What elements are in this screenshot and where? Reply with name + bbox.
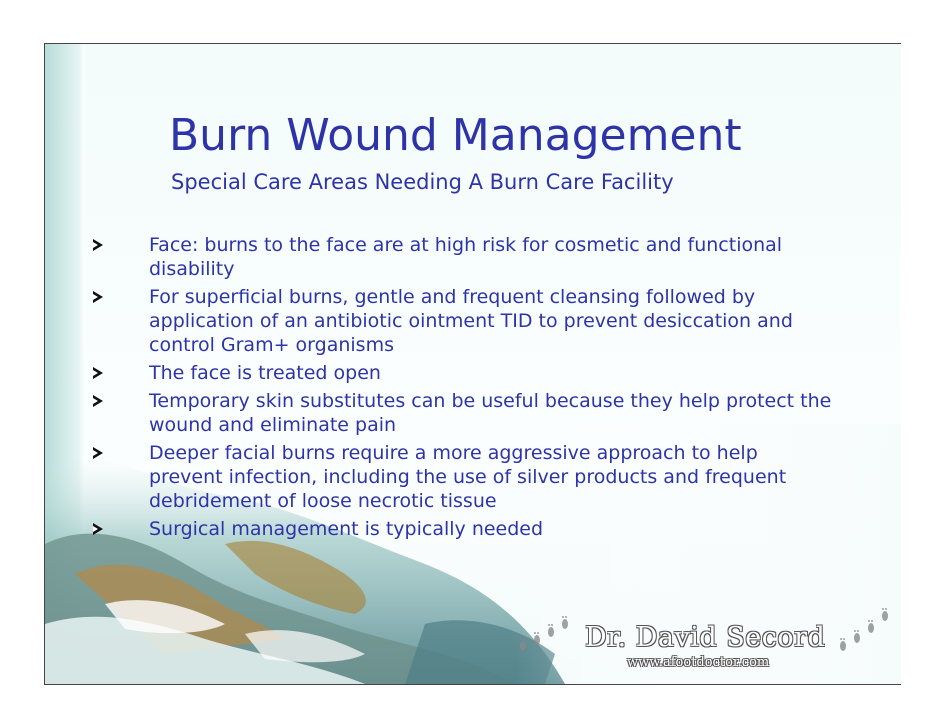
slide-title: Burn Wound Management bbox=[169, 110, 742, 161]
bullet-list bbox=[93, 233, 833, 545]
slide bbox=[44, 43, 901, 685]
arrow-bullet-icon bbox=[93, 395, 103, 407]
bullet-item bbox=[93, 233, 833, 281]
bullet-text: Surgical management is typically needed bbox=[149, 518, 544, 540]
brand-logo: Dr. David Secord bbox=[585, 622, 826, 653]
slide-subtitle: Special Care Areas Needing A Burn Care Facility bbox=[171, 170, 674, 194]
bullet-text: Temporary skin substitutes can be useful because they help protect the wound and eliminate pain bbox=[149, 390, 832, 436]
arrow-bullet-icon bbox=[93, 523, 103, 535]
bullet-item bbox=[93, 285, 833, 357]
bullet-item bbox=[93, 517, 833, 541]
footprints-icon bbox=[515, 614, 575, 654]
bullet-text: The face is treated open bbox=[149, 362, 381, 384]
arrow-bullet-icon bbox=[93, 367, 103, 379]
brand-url: www.afootdoctor.com bbox=[627, 655, 770, 670]
arrow-bullet-icon bbox=[93, 239, 103, 251]
bullet-text: Face: burns to the face are at high risk for cosmetic and functional disability bbox=[149, 234, 783, 280]
arrow-bullet-icon bbox=[93, 291, 103, 303]
arrow-bullet-icon bbox=[93, 447, 103, 459]
bullet-item bbox=[93, 389, 833, 437]
bullet-item bbox=[93, 441, 833, 513]
bullet-item bbox=[93, 361, 833, 385]
bullet-text: For superficial burns, gentle and frequent cleansing followed by application of an antibiotic ointment TID to prevent desiccation and control Gram+ organisms bbox=[149, 286, 793, 356]
bullet-text: Deeper facial burns require a more aggressive approach to help prevent infection, including the use of silver products and frequent debridement of loose necrotic tissue bbox=[149, 442, 787, 512]
footprints-icon bbox=[835, 604, 895, 654]
